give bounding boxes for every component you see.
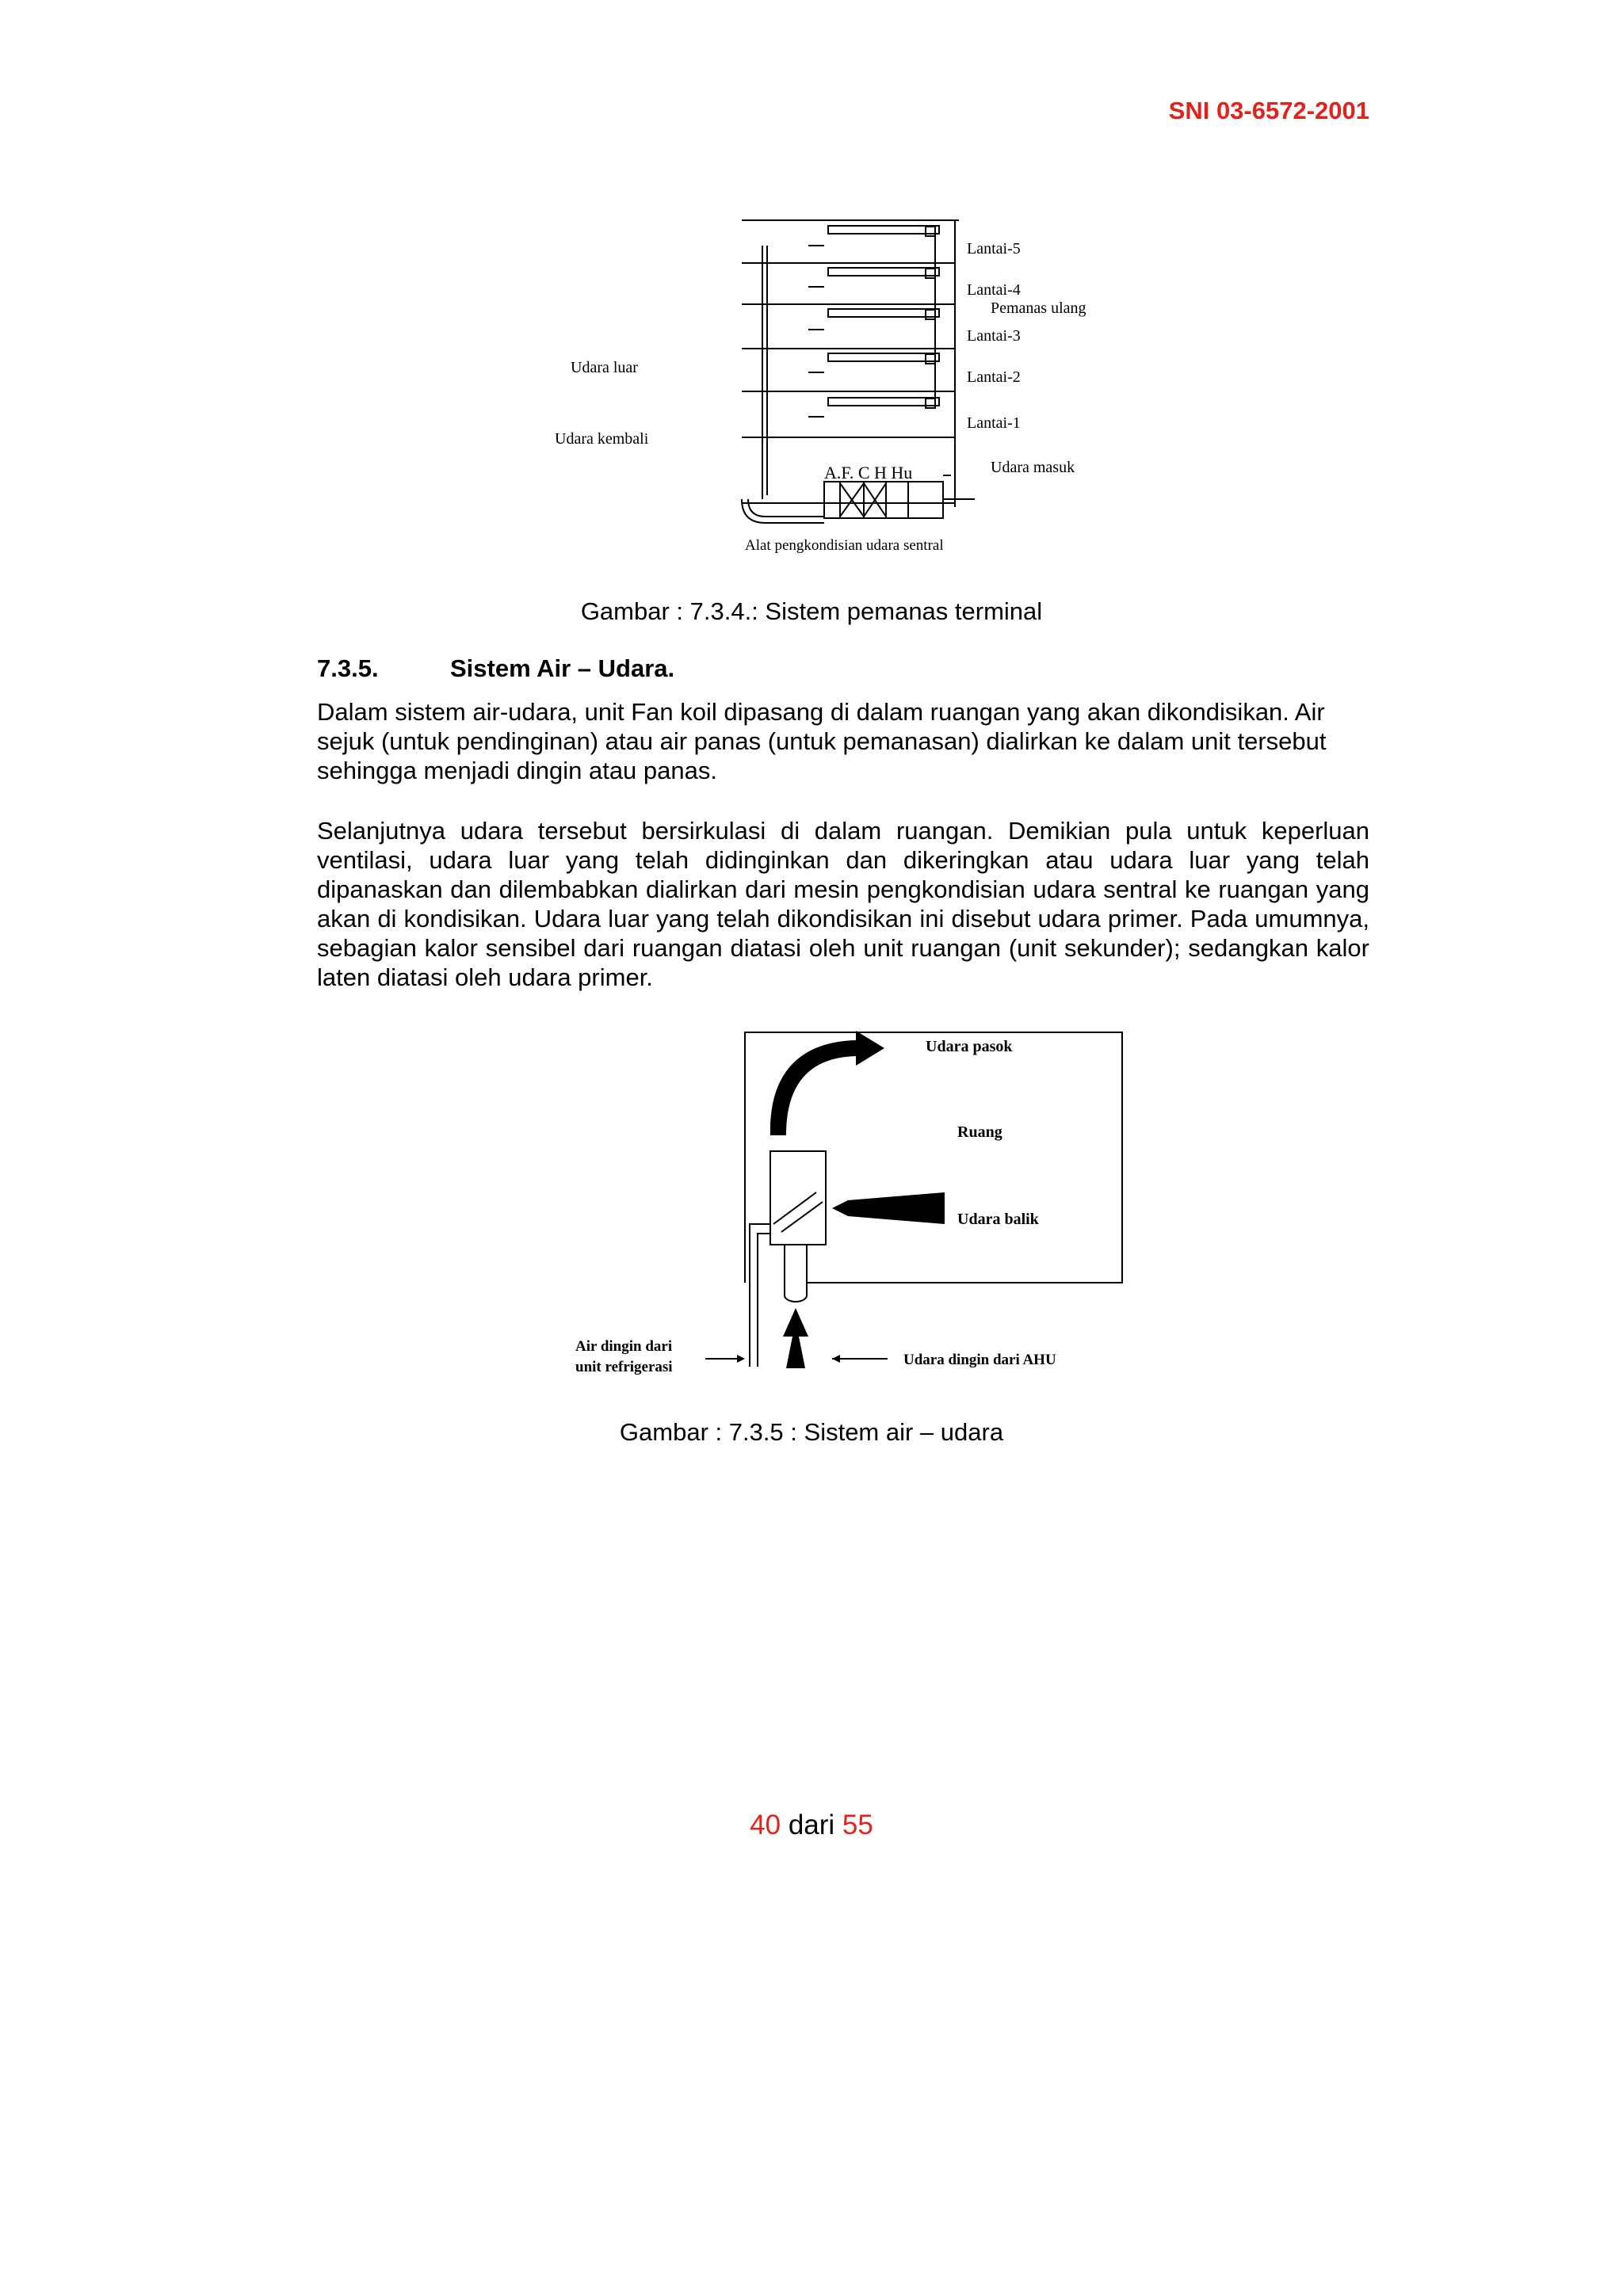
supply-air-arrow	[770, 1031, 884, 1135]
unit-components-label: A.F. C H Hu	[824, 463, 913, 482]
figure-terminal-reheat-diagram	[555, 214, 1125, 563]
page-number	[0, 1810, 1623, 1841]
chilled-water-label-line1: Air dingin dari	[575, 1338, 673, 1355]
figure-1-caption: Gambar : 7.3.4.: Sistem pemanas terminal	[580, 597, 1043, 625]
ahu-air-label: Udara dingin dari AHU	[903, 1352, 1056, 1368]
document-code: SNI 03-6572-2001	[1168, 97, 1369, 124]
floor-label-5: Lantai-5	[967, 240, 1021, 257]
outside-air-label: Udara luar	[571, 359, 638, 376]
floor-label-4: Lantai-4	[967, 281, 1021, 299]
primary-air-duct	[785, 1245, 807, 1302]
section-heading	[317, 654, 674, 683]
supply-air-label: Udara pasok	[926, 1038, 1013, 1055]
return-air-label-2: Udara balik	[957, 1211, 1039, 1228]
figure-2-caption: Gambar : 7.3.5 : Sistem air – udara	[619, 1418, 1004, 1446]
return-air-arrow	[832, 1192, 945, 1224]
central-unit-label: Alat pengkondisian udara sentral	[745, 537, 944, 554]
paragraph-2: Selanjutnya udara tersebut bersirkulasi di dalam ruangan. Demikian pula untuk keperluan ventilasi, udara luar yang telah didinginkan dan dikeringkan atau udara luar yang telah dipanaskan dan dilembabkan dialirkan dari mesin pengkondisian udara sentral ke ruangan yang akan di kondisikan. Udara luar yang telah dikondisikan ini disebut udara primer. Pada umumnya, sebagian kalor sensibel dari ruangan diatasi oleh unit ruangan (unit sekunder); sedangkan kalor laten diatasi oleh udara primer.	[317, 817, 1369, 991]
total-pages: 55	[842, 1810, 873, 1840]
floor-label-2: Lantai-2	[967, 368, 1021, 386]
reheater-label: Pemanas ulang	[991, 299, 1086, 317]
section-title: Sistem Air – Udara.	[450, 654, 675, 682]
floor-label-3: Lantai-3	[967, 327, 1021, 345]
inlet-air-label: Udara masuk	[991, 459, 1075, 476]
paragraph-1: Dalam sistem air-udara, unit Fan koil dipasang di dalam ruangan yang akan dikondisikan. Air sejuk (untuk pendinginan) atau air panas (untuk pemanasan) dialirkan ke dalam unit tersebut sehingga menjadi dingin atau panas.	[317, 698, 1327, 784]
room-label: Ruang	[957, 1123, 1002, 1141]
fan-coil-unit	[770, 1151, 826, 1245]
section-number: 7.3.5.	[317, 654, 379, 682]
chilled-water-label-line2: unit refrigerasi	[575, 1359, 673, 1375]
page-separator: dari	[788, 1810, 835, 1840]
return-air-label: Udara kembali	[555, 430, 649, 448]
figure-air-water-diagram	[571, 1026, 1141, 1383]
current-page: 40	[750, 1810, 781, 1840]
floor-label-1: Lantai-1	[967, 414, 1021, 432]
conditioned-air-arrow	[783, 1308, 808, 1368]
